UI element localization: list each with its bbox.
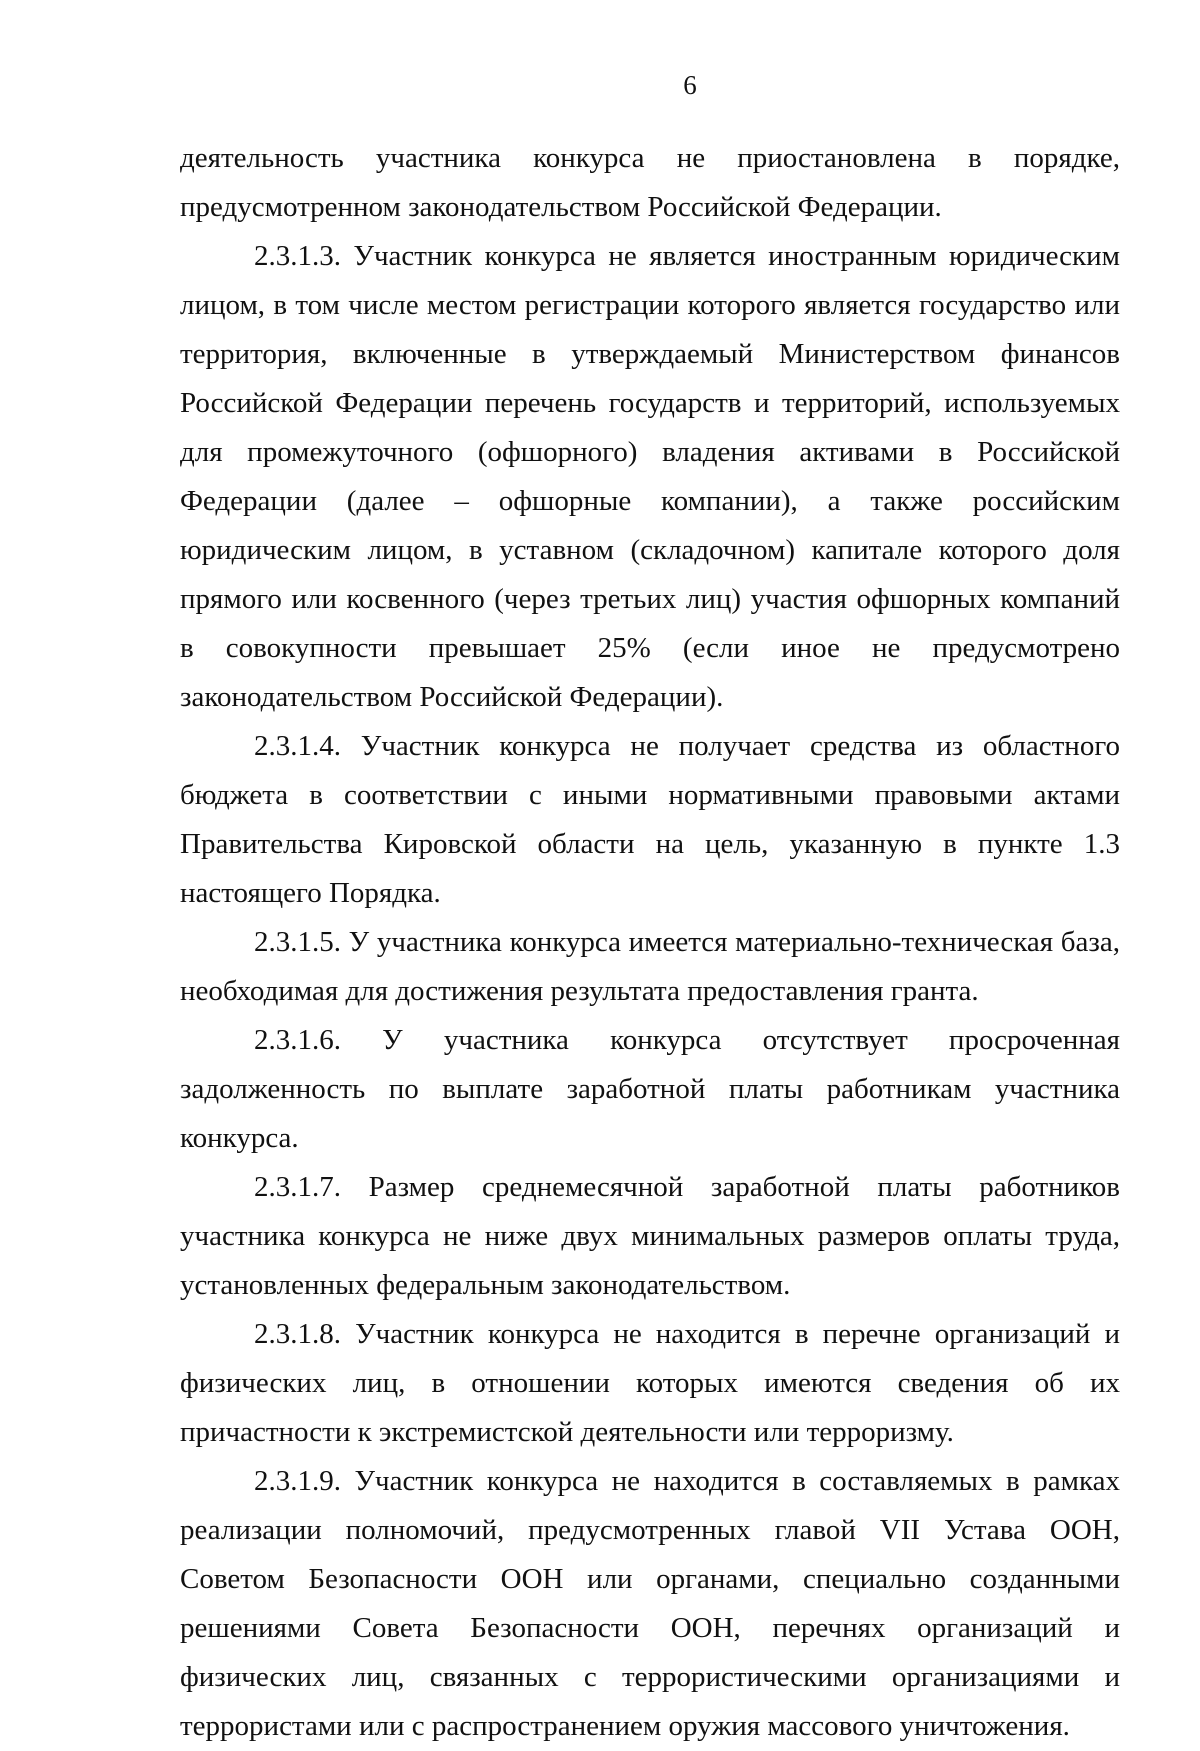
paragraph-2-3-1-8: 2.3.1.8. Участник конкурса не находится в перечне организаций и физических лиц, в отношении которых имеются сведения об их причастности к экстремистской деятельности или терроризму.	[180, 1318, 1120, 1448]
paragraph-2-3-1-7: 2.3.1.7. Размер среднемесячной заработной платы работников участника конкурса не ниже двух минимальных размеров оплаты труда, установленных федеральным законодательством.	[180, 1171, 1120, 1301]
page-number: 6	[683, 70, 697, 100]
paragraph-2-3-1-4: 2.3.1.4. Участник конкурса не получает средства из областного бюджета в соответствии с иными нормативными правовыми актами Правительства Кировской области на цель, указанную в пункте 1.3 настоящего Порядка.	[180, 730, 1120, 909]
paragraph-2-3-1-3: 2.3.1.3. Участник конкурса не является иностранным юридическим лицом, в том числе местом регистрации которого является государство или территория, включенные в утверждаемый Министерством финансов Российской Федерации перечень государств и территорий, используемых для промежуточного (офшорного) владения активами в Российской Федерации (далее – офшорные компании), а также российским юридическим лицом, в уставном (складочном) капитале которого доля прямого или косвенного (через третьих лиц) участия офшорных компаний в совокупности превышает 25% (если иное не предусмотрено законодательством Российской Федерации).	[180, 240, 1120, 713]
document-body	[180, 134, 1120, 1751]
paragraph-2-3-1-5: 2.3.1.5. У участника конкурса имеется материально-техническая база, необходимая для достижения результата предоставления гранта.	[180, 926, 1120, 1007]
paragraph-continuation: деятельность участника конкурса не приостановлена в порядке, предусмотренном законодательством Российской Федерации.	[180, 142, 1120, 223]
paragraph-2-3-1-6: 2.3.1.6. У участника конкурса отсутствует просроченная задолженность по выплате заработной платы работникам участника конкурса.	[180, 1024, 1120, 1154]
paragraph-2-3-1-9: 2.3.1.9. Участник конкурса не находится в составляемых в рамках реализации полномочий, предусмотренных главой VII Устава ООН, Советом Безопасности ООН или органами, специально созданными решениями Совета Безопасности ООН, перечнях организаций и физических лиц, связанных с террористическими организациями и террористами или с распространением оружия массового уничтожения.	[180, 1465, 1120, 1742]
